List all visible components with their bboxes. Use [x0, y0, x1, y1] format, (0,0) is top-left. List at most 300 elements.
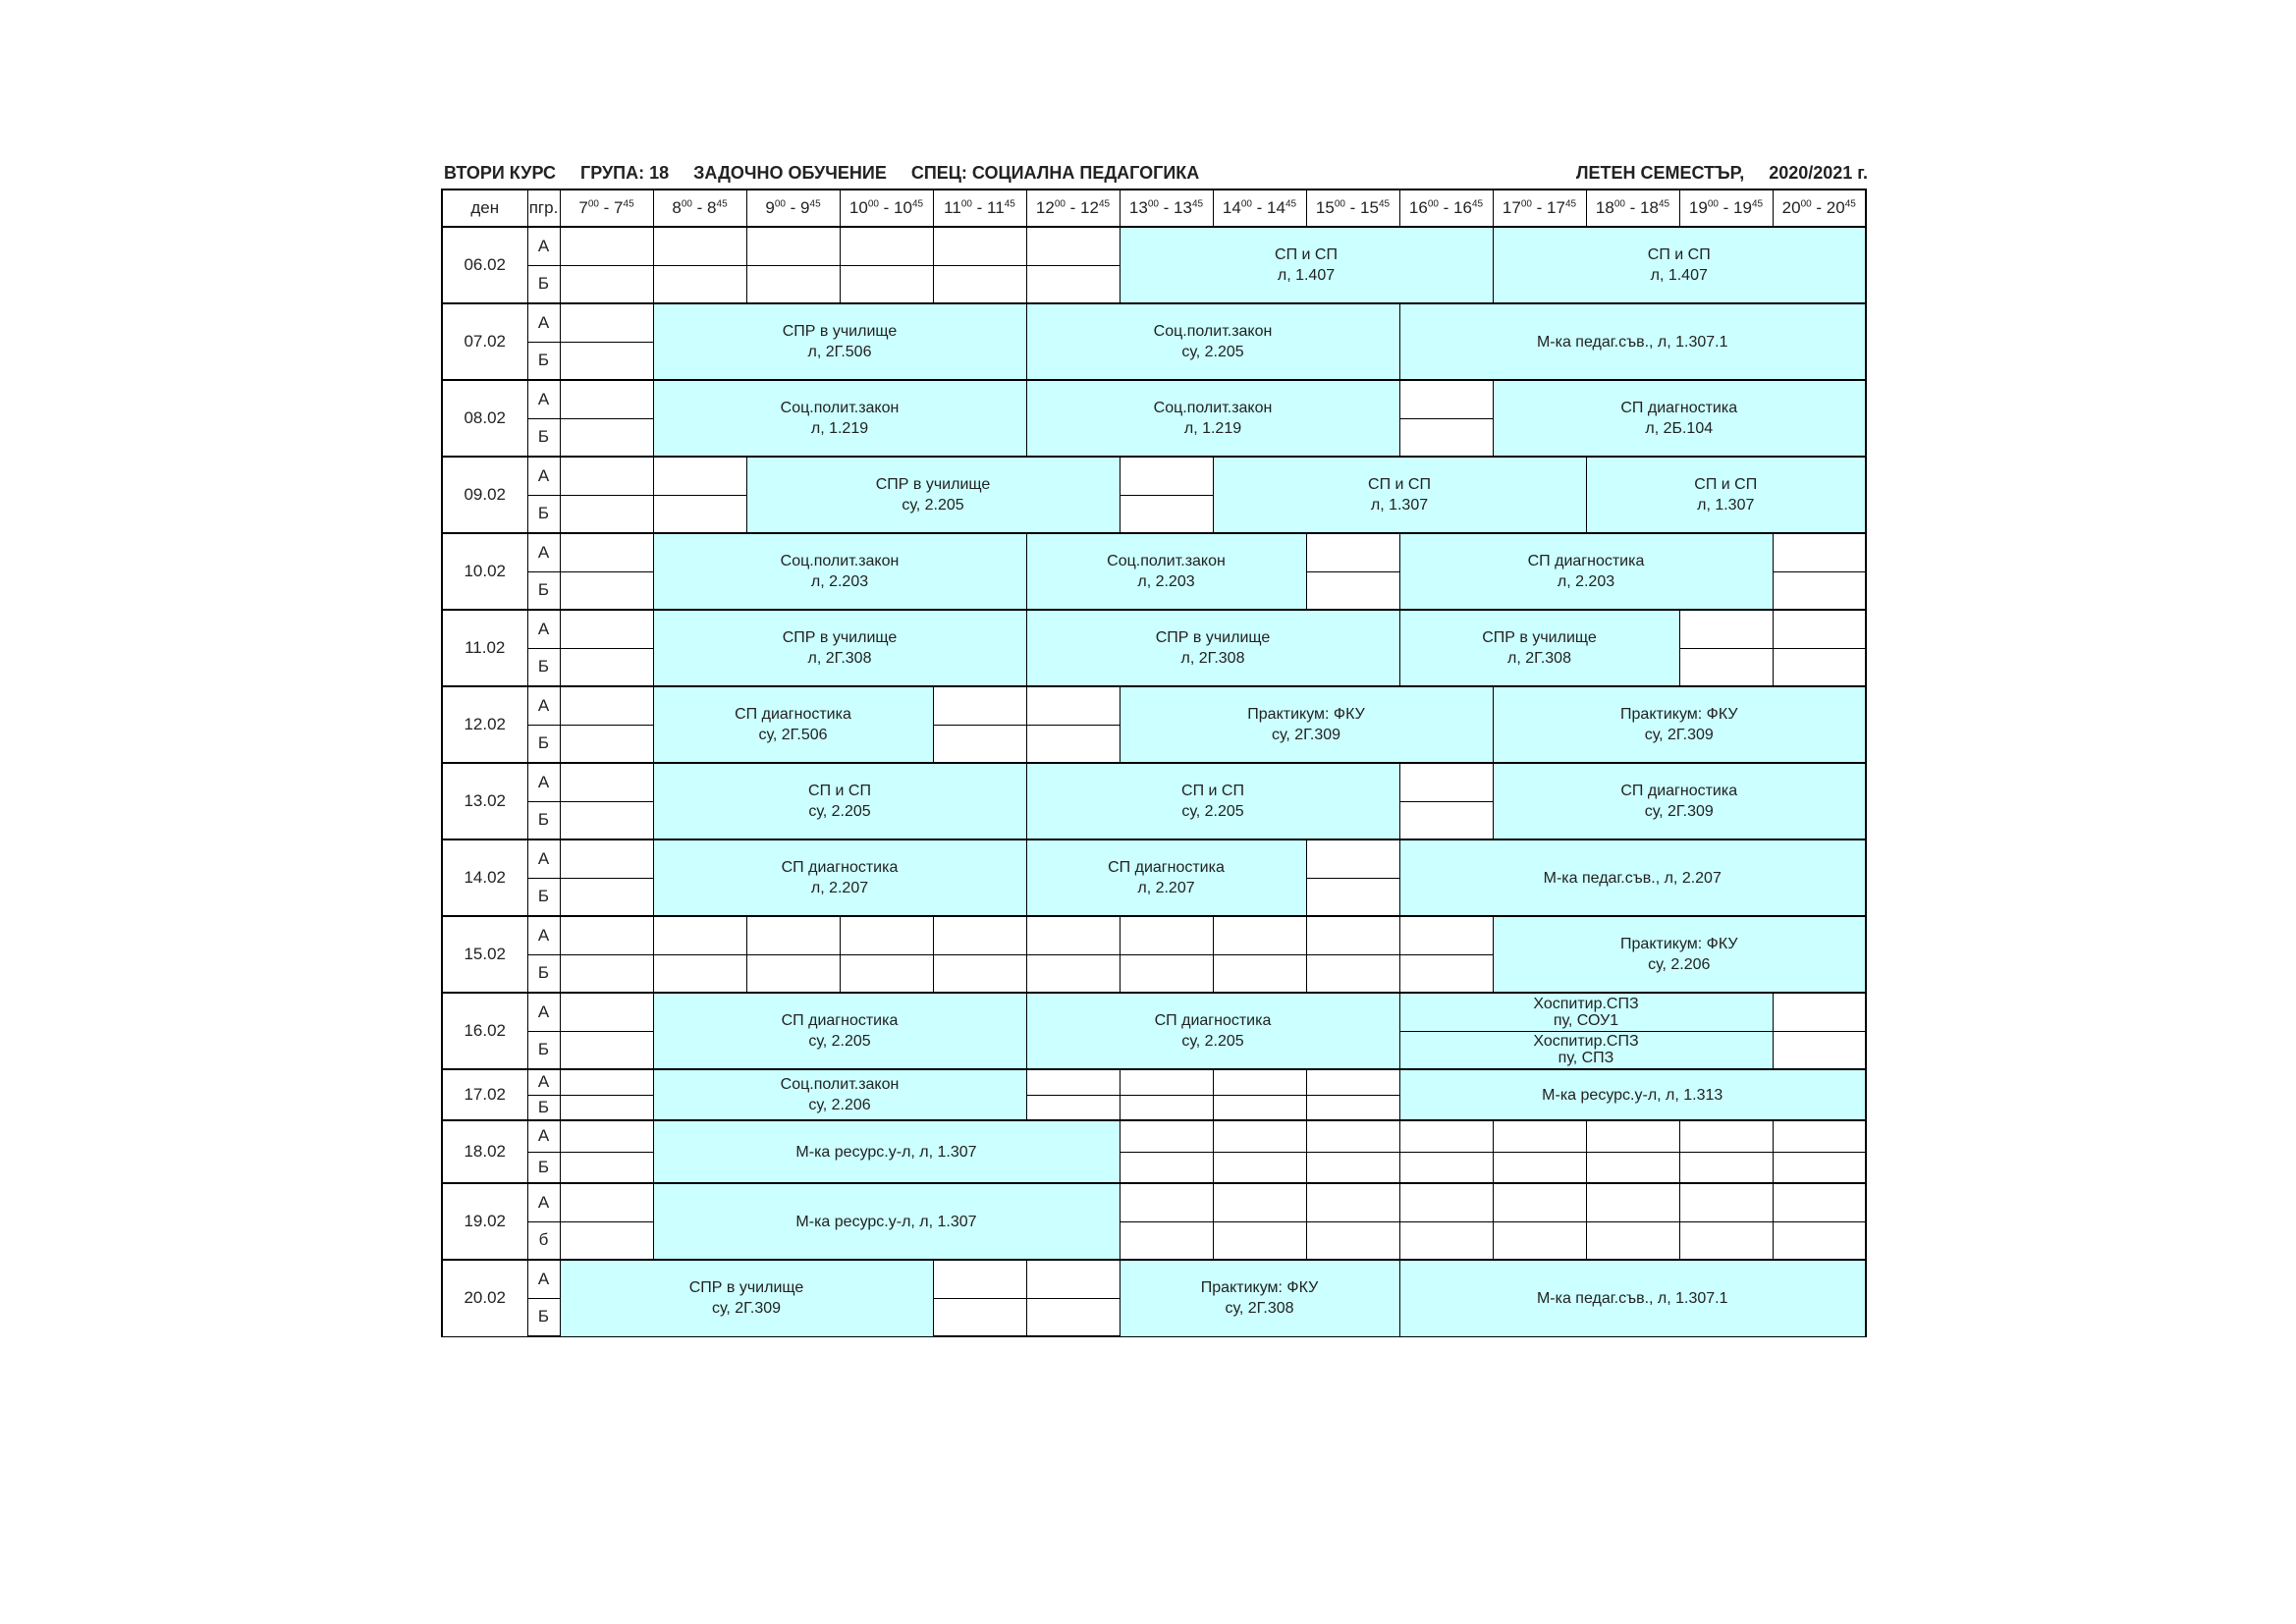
empty-slot — [560, 648, 653, 686]
empty-slot — [1026, 1095, 1120, 1120]
empty-slot — [933, 265, 1026, 303]
empty-slot — [1679, 648, 1773, 686]
empty-slot — [1026, 916, 1120, 954]
empty-slot — [560, 916, 653, 954]
subgroup-label: Б — [527, 878, 560, 916]
empty-slot — [560, 954, 653, 993]
event-line: Практикум: ФКУ — [1200, 1279, 1319, 1297]
subgroup-label: Б — [527, 1298, 560, 1336]
event-line: СПР в училище — [688, 1279, 804, 1297]
subgroup-label: А — [527, 993, 560, 1031]
empty-slot — [560, 878, 653, 916]
day-date: 08.02 — [442, 380, 527, 457]
empty-slot — [1773, 571, 1866, 610]
empty-slot — [1026, 227, 1120, 265]
empty-slot — [560, 801, 653, 839]
timeslot-header: $17^{00} - 17^{45}$ — [1493, 189, 1586, 227]
empty-slot — [1399, 1183, 1493, 1221]
class-event — [1026, 380, 1399, 457]
empty-slot — [560, 1120, 653, 1152]
event-line: л, 2Г.308 — [1507, 650, 1571, 667]
empty-slot — [1306, 1095, 1399, 1120]
empty-slot — [1493, 1221, 1586, 1260]
day-row — [442, 1183, 1866, 1221]
empty-slot — [1120, 916, 1213, 954]
timeslot-header: $11^{00} - 11^{45}$ — [933, 189, 1026, 227]
empty-slot — [653, 265, 746, 303]
event-line: СП диагностика — [1108, 859, 1225, 876]
empty-slot — [1306, 1221, 1399, 1260]
empty-slot — [1306, 571, 1399, 610]
event-line: СП и СП — [1694, 476, 1758, 493]
empty-slot — [1773, 1221, 1866, 1260]
class-event — [1026, 993, 1399, 1069]
subgroup-label: А — [527, 1069, 560, 1095]
empty-slot — [1306, 954, 1399, 993]
empty-slot — [1213, 1152, 1306, 1183]
event-line: Соц.полит.закон — [1107, 553, 1226, 569]
empty-slot — [560, 725, 653, 763]
day-row — [442, 1069, 1866, 1095]
empty-slot — [653, 457, 746, 495]
subgroup-label: А — [527, 916, 560, 954]
empty-slot — [560, 610, 653, 648]
event-line: л, 1.219 — [810, 420, 869, 437]
event-line: СП и СП — [808, 783, 871, 799]
empty-slot — [1586, 1221, 1679, 1260]
class-event — [1399, 533, 1773, 610]
subgroup-label: Б — [527, 495, 560, 533]
day-row — [442, 1120, 1866, 1152]
empty-slot — [840, 265, 933, 303]
event-line: су, 2.206 — [1648, 956, 1711, 973]
empty-slot — [1120, 1069, 1213, 1095]
class-event — [1399, 993, 1773, 1031]
empty-slot — [1399, 380, 1493, 418]
empty-slot — [1120, 1221, 1213, 1260]
empty-slot — [560, 1183, 653, 1221]
empty-slot — [1773, 993, 1866, 1031]
empty-slot — [1679, 610, 1773, 648]
event-line: СП диагностика — [1620, 400, 1738, 416]
empty-slot — [1120, 495, 1213, 533]
class-event — [1399, 303, 1866, 380]
empty-slot — [933, 916, 1026, 954]
event-line: СП и СП — [1181, 783, 1244, 799]
empty-slot — [1213, 954, 1306, 993]
class-event — [653, 610, 1026, 686]
empty-slot — [1773, 648, 1866, 686]
subgroup-label: Б — [527, 342, 560, 380]
empty-slot — [560, 418, 653, 457]
empty-slot — [560, 533, 653, 571]
day-row — [442, 839, 1866, 878]
class-event — [653, 1120, 1120, 1183]
empty-slot — [1306, 839, 1399, 878]
day-row — [442, 763, 1866, 801]
day-row — [442, 227, 1866, 265]
empty-slot — [1679, 1152, 1773, 1183]
class-event — [653, 839, 1026, 916]
event-line: Практикум: ФКУ — [1620, 706, 1738, 723]
empty-slot — [1306, 1183, 1399, 1221]
empty-slot — [560, 1221, 653, 1260]
day-column-header: ден — [442, 189, 527, 227]
class-event — [1399, 610, 1679, 686]
empty-slot — [1306, 1069, 1399, 1095]
empty-slot — [1306, 916, 1399, 954]
empty-slot — [1026, 954, 1120, 993]
empty-slot — [560, 571, 653, 610]
day-row — [442, 916, 1866, 954]
empty-slot — [933, 686, 1026, 725]
day-row — [442, 457, 1866, 495]
class-event — [1493, 916, 1866, 993]
empty-slot — [653, 954, 746, 993]
empty-slot — [1213, 1183, 1306, 1221]
class-event — [1213, 457, 1586, 533]
class-event — [653, 533, 1026, 610]
event-line: л, 1.407 — [1650, 267, 1708, 284]
class-event — [1399, 1069, 1866, 1120]
header-left: ВТОРИ КУРС ГРУПА: 18 ЗАДОЧНО ОБУЧЕНИЕ СПЕЦ: СОЦИАЛНА ПЕДАГОГИКА — [444, 163, 1200, 183]
class-event — [1120, 1260, 1399, 1336]
class-event — [653, 686, 933, 763]
empty-slot — [1399, 418, 1493, 457]
empty-slot — [653, 227, 746, 265]
event-line: пу, СОУ1 — [1553, 1011, 1619, 1029]
event-line: л, 2Г.308 — [807, 650, 872, 667]
empty-slot — [1773, 1031, 1866, 1069]
class-event — [1493, 686, 1866, 763]
empty-slot — [746, 916, 840, 954]
event-line: су, 2.205 — [1181, 1033, 1244, 1050]
empty-slot — [1773, 533, 1866, 571]
class-event — [653, 763, 1026, 839]
class-event — [653, 993, 1026, 1069]
event-line: СП диагностика — [781, 859, 899, 876]
timeslot-header: $14^{00} - 14^{45}$ — [1213, 189, 1306, 227]
event-line: л, 2Г.506 — [807, 344, 872, 360]
empty-slot — [1120, 954, 1213, 993]
empty-slot — [933, 725, 1026, 763]
day-row — [442, 993, 1866, 1031]
event-line: Соц.полит.закон — [780, 400, 900, 416]
day-row — [442, 533, 1866, 571]
empty-slot — [1306, 533, 1399, 571]
event-line: СП диагностика — [1527, 553, 1645, 569]
day-date: 10.02 — [442, 533, 527, 610]
event-line: су, 2Г.309 — [711, 1300, 782, 1318]
empty-slot — [1773, 1152, 1866, 1183]
empty-slot — [560, 265, 653, 303]
subgroup-label: Б — [527, 1031, 560, 1069]
empty-slot — [1213, 1095, 1306, 1120]
timeslot-header: $7^{00} - 7^{45}$ — [560, 189, 653, 227]
empty-slot — [653, 495, 746, 533]
day-row — [442, 686, 1866, 725]
class-event — [1399, 1031, 1773, 1069]
event-line: су, 2.205 — [808, 803, 871, 820]
empty-slot — [1120, 1152, 1213, 1183]
empty-slot — [560, 993, 653, 1031]
empty-slot — [653, 916, 746, 954]
class-event — [560, 1260, 933, 1336]
event-line: СП диагностика — [1154, 1012, 1272, 1029]
subgroup-label: Б — [527, 954, 560, 993]
day-date: 09.02 — [442, 457, 527, 533]
event-line: су, 2Г.309 — [1644, 803, 1714, 820]
empty-slot — [1773, 1120, 1866, 1152]
empty-slot — [1586, 1183, 1679, 1221]
event-line: л, 2.207 — [810, 880, 869, 896]
class-event — [653, 303, 1026, 380]
subgroup-label: б — [527, 1221, 560, 1260]
empty-slot — [560, 1095, 653, 1120]
subgroup-label: А — [527, 1260, 560, 1298]
event-line: л, 1.407 — [1277, 267, 1336, 284]
subgroup-label: Б — [527, 571, 560, 610]
empty-slot — [1493, 1152, 1586, 1183]
event-line: М-ка ресурс.у-л, л, 1.307 — [795, 1213, 977, 1230]
subgroup-label: Б — [527, 265, 560, 303]
empty-slot — [560, 227, 653, 265]
empty-slot — [1586, 1152, 1679, 1183]
class-event — [1586, 457, 1866, 533]
event-line: су, 2.205 — [808, 1033, 871, 1050]
empty-slot — [1213, 1120, 1306, 1152]
event-line: л, 2.203 — [1137, 573, 1195, 590]
class-event — [1120, 227, 1493, 303]
timeslot-header: $18^{00} - 18^{45}$ — [1586, 189, 1679, 227]
event-line: су, 2.206 — [808, 1097, 871, 1113]
empty-slot — [1586, 1120, 1679, 1152]
class-event — [1399, 839, 1866, 916]
empty-slot — [1493, 1183, 1586, 1221]
empty-slot — [560, 686, 653, 725]
empty-slot — [1399, 763, 1493, 801]
event-line: су, 2Г.309 — [1271, 727, 1341, 743]
schedule-header — [444, 163, 1868, 187]
day-row — [442, 1260, 1866, 1298]
event-line: су, 2.205 — [1181, 803, 1244, 820]
timeslot-header: $12^{00} - 12^{45}$ — [1026, 189, 1120, 227]
empty-slot — [746, 954, 840, 993]
event-line: СП диагностика — [1620, 783, 1738, 799]
subgroup-label: А — [527, 303, 560, 342]
subgroup-label: Б — [527, 1095, 560, 1120]
event-line: л, 2Г.308 — [1180, 650, 1245, 667]
empty-slot — [1026, 1260, 1120, 1298]
event-line: СПР в училище — [1482, 629, 1597, 646]
event-line: л, 2.203 — [810, 573, 869, 590]
subgroup-label: А — [527, 380, 560, 418]
event-line: л, 2Б.104 — [1645, 420, 1714, 437]
empty-slot — [1306, 878, 1399, 916]
day-date: 07.02 — [442, 303, 527, 380]
event-line: Хоспитир.СПЗ — [1533, 1033, 1639, 1051]
event-line: СПР в училище — [782, 323, 898, 340]
timeslot-header: $8^{00} - 8^{45}$ — [653, 189, 746, 227]
day-date: 06.02 — [442, 227, 527, 303]
event-line: Соц.полит.закон — [780, 1076, 900, 1093]
empty-slot — [1399, 1120, 1493, 1152]
event-line: Соц.полит.закон — [1153, 323, 1273, 340]
timeslot-header: $9^{00} - 9^{45}$ — [746, 189, 840, 227]
empty-slot — [1679, 1183, 1773, 1221]
event-line: су, 2Г.308 — [1225, 1300, 1294, 1318]
class-event — [653, 380, 1026, 457]
timeslot-header: $15^{00} - 15^{45}$ — [1306, 189, 1399, 227]
subgroup-label: А — [527, 533, 560, 571]
empty-slot — [1773, 1183, 1866, 1221]
empty-slot — [1306, 1152, 1399, 1183]
event-line: су, 2Г.309 — [1644, 727, 1714, 743]
event-line: СП и СП — [1368, 476, 1431, 493]
empty-slot — [933, 1260, 1026, 1298]
event-line: СПР в училище — [782, 629, 898, 646]
subgroup-label: А — [527, 686, 560, 725]
empty-slot — [933, 227, 1026, 265]
subgroup-label: Б — [527, 801, 560, 839]
empty-slot — [1120, 1095, 1213, 1120]
event-line: Практикум: ФКУ — [1247, 706, 1365, 723]
class-event — [1026, 839, 1306, 916]
empty-slot — [1026, 1298, 1120, 1336]
empty-slot — [1773, 610, 1866, 648]
class-event — [1493, 763, 1866, 839]
empty-slot — [746, 227, 840, 265]
subgroup-label: Б — [527, 1152, 560, 1183]
class-event — [653, 1069, 1026, 1120]
timeslot-header: $20^{00} - 20^{45}$ — [1773, 189, 1866, 227]
class-event — [1493, 227, 1866, 303]
empty-slot — [840, 954, 933, 993]
day-date: 15.02 — [442, 916, 527, 993]
event-line: СП диагностика — [781, 1012, 899, 1029]
header-right: ЛЕТЕН СЕМЕСТЪР, 2020/2021 г. — [1575, 163, 1868, 183]
empty-slot — [1399, 916, 1493, 954]
subgroup-label: А — [527, 839, 560, 878]
subgroup-label: Б — [527, 725, 560, 763]
empty-slot — [840, 227, 933, 265]
day-date: 16.02 — [442, 993, 527, 1069]
empty-slot — [1026, 1069, 1120, 1095]
event-line: л, 2.203 — [1557, 573, 1615, 590]
empty-slot — [1399, 801, 1493, 839]
empty-slot — [560, 342, 653, 380]
empty-slot — [746, 265, 840, 303]
subgroup-label: А — [527, 457, 560, 495]
subgroup-column-header: пгр. — [527, 189, 560, 227]
empty-slot — [560, 1031, 653, 1069]
class-event — [1493, 380, 1866, 457]
subgroup-label: А — [527, 227, 560, 265]
empty-slot — [1399, 1152, 1493, 1183]
empty-slot — [560, 457, 653, 495]
event-line: л, 1.307 — [1697, 497, 1755, 514]
day-row — [442, 380, 1866, 418]
empty-slot — [560, 763, 653, 801]
event-line: су, 2.205 — [902, 497, 964, 514]
subgroup-label: А — [527, 763, 560, 801]
timeslot-header: $16^{00} - 16^{45}$ — [1399, 189, 1493, 227]
empty-slot — [1120, 1183, 1213, 1221]
class-event — [1026, 303, 1399, 380]
day-date: 11.02 — [442, 610, 527, 686]
day-date: 20.02 — [442, 1260, 527, 1336]
event-line: СПР в училище — [875, 476, 991, 493]
empty-slot — [1679, 1221, 1773, 1260]
empty-slot — [1026, 265, 1120, 303]
empty-slot — [560, 380, 653, 418]
empty-slot — [840, 916, 933, 954]
empty-slot — [933, 954, 1026, 993]
empty-slot — [1213, 916, 1306, 954]
class-event — [746, 457, 1120, 533]
event-line: су, 2Г.506 — [758, 727, 828, 743]
empty-slot — [1213, 1221, 1306, 1260]
empty-slot — [1399, 1221, 1493, 1260]
day-date: 19.02 — [442, 1183, 527, 1260]
event-line: М-ка ресурс.у-л, л, 1.307 — [795, 1143, 977, 1161]
event-line: М-ка педаг.съв., л, 2.207 — [1543, 869, 1722, 887]
event-line: Соц.полит.закон — [1153, 400, 1273, 416]
empty-slot — [560, 1152, 653, 1183]
event-line: М-ка ресурс.у-л, л, 1.313 — [1542, 1086, 1723, 1104]
empty-slot — [1493, 1120, 1586, 1152]
empty-slot — [1306, 1120, 1399, 1152]
subgroup-label: Б — [527, 418, 560, 457]
day-date: 14.02 — [442, 839, 527, 916]
empty-slot — [560, 495, 653, 533]
event-line: СП и СП — [1647, 246, 1711, 263]
subgroup-label: А — [527, 610, 560, 648]
timeslot-header: $19^{00} - 19^{45}$ — [1679, 189, 1773, 227]
event-line: Соц.полит.закон — [780, 553, 900, 569]
day-row — [442, 303, 1866, 342]
class-event — [1026, 763, 1399, 839]
event-line: Практикум: ФКУ — [1620, 936, 1738, 952]
class-event — [1120, 686, 1493, 763]
empty-slot — [1120, 457, 1213, 495]
timetable — [441, 189, 1867, 1337]
event-line: СП и СП — [1275, 246, 1338, 263]
subgroup-label: Б — [527, 648, 560, 686]
day-date: 12.02 — [442, 686, 527, 763]
event-line: СПР в училище — [1155, 629, 1271, 646]
empty-slot — [1399, 954, 1493, 993]
event-line: пу, СПЗ — [1558, 1050, 1614, 1067]
event-line: су, 2.205 — [1181, 344, 1244, 360]
empty-slot — [1120, 1120, 1213, 1152]
class-event — [1026, 533, 1306, 610]
empty-slot — [1026, 686, 1120, 725]
event-line: л, 1.219 — [1183, 420, 1242, 437]
event-line: л, 2.207 — [1137, 880, 1195, 896]
day-date: 18.02 — [442, 1120, 527, 1183]
empty-slot — [933, 1298, 1026, 1336]
empty-slot — [1679, 1120, 1773, 1152]
event-line: л, 1.307 — [1370, 497, 1429, 514]
class-event — [653, 1183, 1120, 1260]
empty-slot — [560, 303, 653, 342]
event-line: М-ка педаг.съв., л, 1.307.1 — [1536, 1289, 1728, 1307]
day-row — [442, 610, 1866, 648]
empty-slot — [560, 839, 653, 878]
event-line: СП диагностика — [735, 706, 851, 723]
empty-slot — [1026, 725, 1120, 763]
